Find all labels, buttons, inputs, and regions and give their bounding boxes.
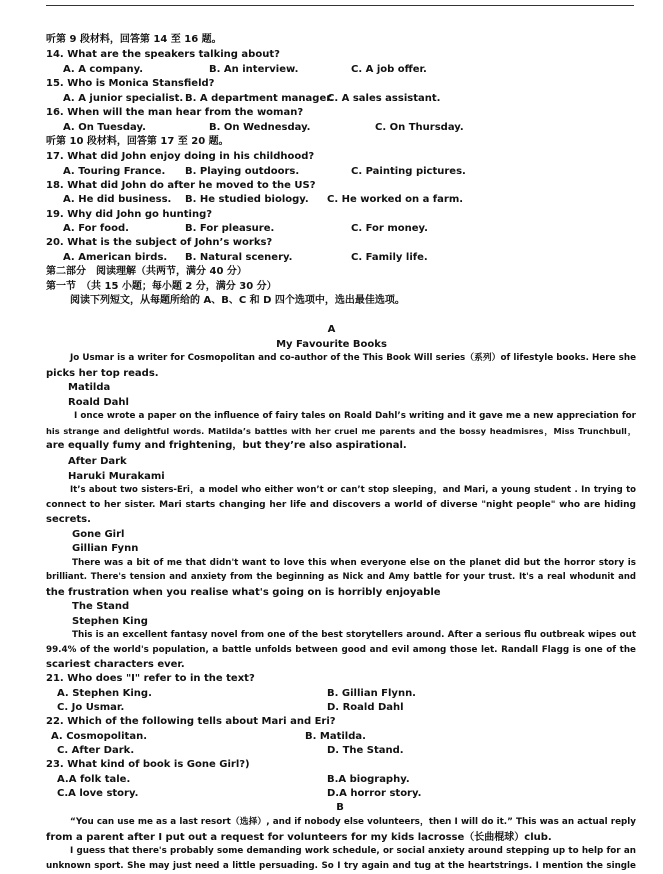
option-c: C. Family life.: [351, 252, 428, 263]
option-b: B. Natural scenery.: [185, 252, 293, 263]
top-rule: [46, 5, 634, 6]
instruction: 阅读下列短文，从每题所给的 A、B、C 和 D 四个选项中，选出最佳选项。: [70, 295, 405, 306]
option-c: C. Jo Usmar.: [57, 702, 125, 713]
book-title: Gone Girl: [72, 529, 125, 540]
paragraph-line: unknown sport. She may just need a little persuading. So I try again and tug at the heartstrings. I mention the single: [46, 861, 636, 871]
option-c: C. He worked on a farm.: [327, 194, 464, 205]
paragraph-line: This is an excellent fantasy novel from one of the best storytellers around. After a serious flu outbreak wipes out: [72, 630, 636, 640]
question-stem: 14. What are the speakers talking about?: [46, 49, 280, 60]
paragraph-line: There was a bit of me that didn't want to love this when everyone else on the planet did but the horror story is: [72, 558, 636, 568]
book-title: After Dark: [68, 456, 127, 467]
option-a: A.A folk tale.: [57, 774, 131, 785]
paragraph-line: I once wrote a paper on the influence of fairy tales on Roald Dahl’s writing and it gave me a new appreciation for: [74, 411, 636, 421]
option-c: C. A job offer.: [351, 64, 427, 75]
paragraph-line: his strange and delightful words. Matilda’s battles with her cruel me parents and the bossy headmisres，Miss Trunchbull，: [46, 426, 636, 436]
option-b: B. Gillian Flynn.: [327, 688, 416, 699]
option-a: A. Touring France.: [63, 166, 166, 177]
option-a: A. A junior specialist.: [63, 93, 184, 104]
option-b: B. A department manager.: [185, 93, 334, 104]
paragraph-line: brilliant. There's tension and anxiety from the beginning as Nick and Amy battle for your trust. It's a real whodunit and: [46, 572, 636, 582]
book-author: Stephen King: [72, 616, 148, 627]
option-b: B. An interview.: [209, 64, 299, 75]
book-title: Matilda: [68, 382, 111, 393]
book-author: Gillian Fynn: [72, 543, 139, 554]
option-c: C. For money.: [351, 223, 428, 234]
option-b: B. For pleasure.: [185, 223, 275, 234]
option-b: B. Playing outdoors.: [185, 166, 300, 177]
option-d: D. The Stand.: [327, 745, 404, 756]
option-b: B. Matilda.: [305, 731, 366, 742]
option-a: A. Stephen King.: [57, 688, 152, 699]
option-b: B.A biography.: [327, 774, 410, 785]
question-stem: 15. Who is Monica Stansfield?: [46, 78, 215, 89]
question-stem: 16. When will the man hear from the woman?: [46, 107, 304, 118]
question-stem: 17. What did John enjoy doing in his childhood?: [46, 151, 315, 162]
option-a: A. On Tuesday.: [63, 122, 146, 133]
paragraph-line: 99.4% of the world's population, a battle unfolds between good and evil among those let. Randall Flagg is one of the: [46, 645, 636, 655]
option-d: D. Roald Dahl: [327, 702, 404, 713]
section-header: 听第 10 段材料，回答第 17 至 20 题。: [46, 136, 229, 147]
option-c: C.A love story.: [57, 788, 139, 799]
question-stem: 20. What is the subject of John’s works?: [46, 237, 273, 248]
paragraph-line: Jo Usmar is a writer for Cosmopolitan and co-author of the This Book Will series（系列）of lifestyle books. Here she: [70, 353, 636, 363]
option-a: A. For food.: [63, 223, 129, 234]
book-author: Haruki Murakami: [68, 471, 165, 482]
book-title: The Stand: [72, 601, 130, 612]
paragraph-line: secrets.: [46, 514, 91, 525]
section-header: 第一节 （共 15 小题；每小题 2 分，满分 30 分）: [46, 281, 277, 292]
option-a: A. He did business.: [63, 194, 172, 205]
option-a: A. American birds.: [63, 252, 168, 263]
paragraph-line: “You can use me as a last resort（选择）, and if nobody else volunteers，then I will do it.” This was an actual reply: [70, 817, 636, 827]
question-stem: 18. What did John do after he moved to the US?: [46, 180, 316, 191]
option-d: D.A horror story.: [327, 788, 422, 799]
option-a: A. Cosmopolitan.: [51, 731, 147, 742]
passage-letter: A: [327, 324, 336, 335]
option-b: B. On Wednesday.: [209, 122, 311, 133]
paragraph-line: picks her top reads.: [46, 368, 159, 379]
paragraph-line: connect to her sister. Mari starts changing her life and discovers a world of diverse "night people" who are hiding: [46, 500, 636, 510]
option-c: C. Painting pictures.: [351, 166, 466, 177]
section-header: 听第 9 段材料，回答第 14 至 16 题。: [46, 34, 222, 45]
passage-letter: B: [336, 802, 344, 813]
paragraph-line: the frustration when you realise what's going on is horribly enjoyable: [46, 587, 441, 598]
question-stem: 22. Which of the following tells about Mari and Eri?: [46, 716, 336, 727]
option-c: C. A sales assistant.: [327, 93, 441, 104]
paragraph-line: from a parent after I put out a request for volunteers for my kids lacrosse（长曲棍球）club.: [46, 832, 552, 843]
book-author: Roald Dahl: [68, 397, 129, 408]
question-stem: 23. What kind of book is Gone Girl?): [46, 759, 250, 770]
paragraph-line: It’s about two sisters-Eri，a model who either won’t or can’t stop sleeping，and Mari, a young student . In trying to: [70, 485, 636, 495]
paragraph-line: I guess that there's probably some demanding work schedule, or social anxiety around stepping up to help for an: [70, 846, 636, 856]
paragraph-line: are equally fumy and frightening，but they’re also aspirational.: [46, 440, 407, 451]
part-header: 第二部分 阅读理解（共两节，满分 40 分）: [46, 266, 247, 277]
option-c: C. On Thursday.: [375, 122, 464, 133]
paragraph-line: scariest characters ever.: [46, 659, 185, 670]
question-stem: 21. Who does "I" refer to in the text?: [46, 673, 255, 684]
passage-title: My Favourite Books: [276, 339, 387, 350]
option-a: A. A company.: [63, 64, 144, 75]
question-stem: 19. Why did John go hunting?: [46, 209, 213, 220]
option-b: B. He studied biology.: [185, 194, 309, 205]
option-c: C. After Dark.: [57, 745, 135, 756]
